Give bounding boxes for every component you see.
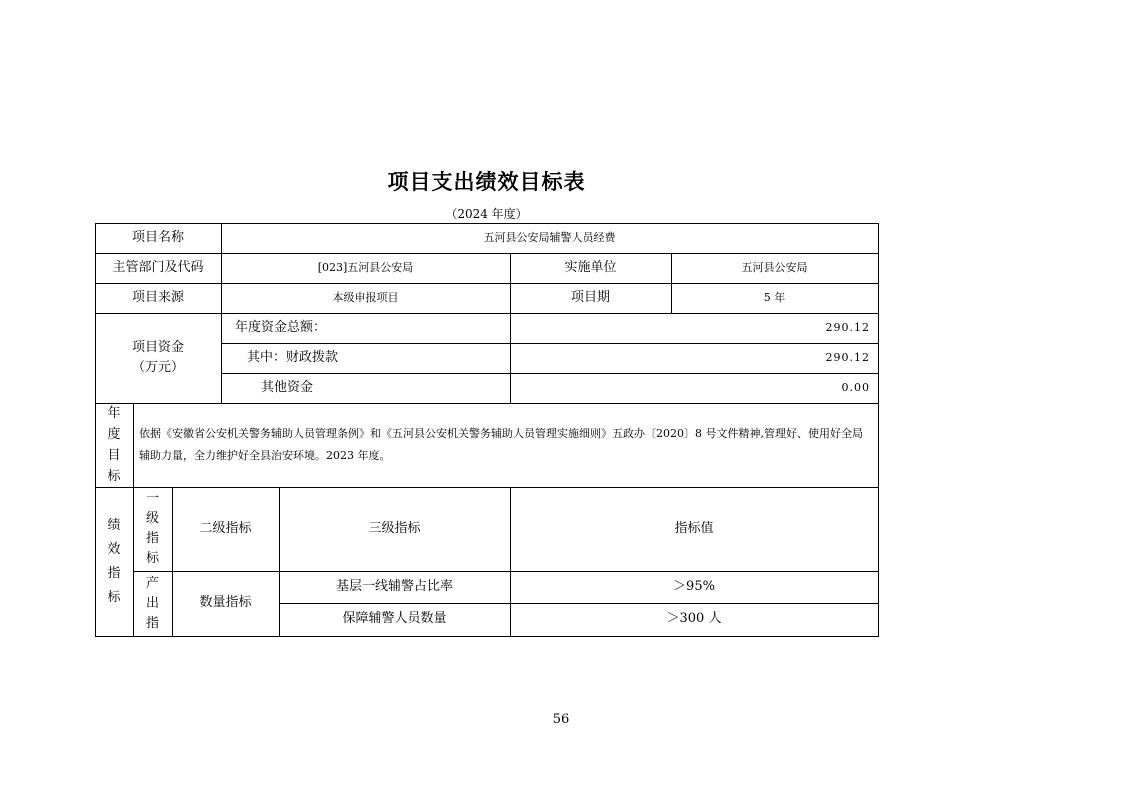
level1-char: 标 [145,551,159,566]
project-name-label: 项目名称 [131,229,184,245]
source-label: 项目来源 [131,289,184,305]
level2-header: 二级指标 [199,520,252,536]
total-funds-label: 年度资金总额： [235,319,327,335]
dept-label: 主管部门及代码 [112,259,204,275]
other-funds-label: 其他资金 [261,379,314,395]
indicator-value: ＞300 人 [666,611,722,627]
level1-char: 级 [145,511,159,526]
page-number: 56 [552,712,570,727]
output-char: 指 [145,615,159,631]
goal-char: 标 [107,469,121,484]
funds-label-line1: 项目资金 [131,340,184,355]
period-label: 项目期 [570,289,610,305]
value-header: 指标值 [674,520,714,536]
project-name-value: 五河县公安局辅警人员经费 [483,230,616,244]
source-value: 本级申报项目 [332,290,399,304]
level1-char: 指 [145,531,159,546]
level1-output [133,571,172,636]
output-char: 出 [145,595,159,611]
indicator-value: ＞95% [673,578,715,594]
goal-char: 目 [107,448,121,463]
goal-char: 度 [107,427,121,442]
total-funds-value: 290.12 [825,320,870,334]
dept-value: [023]五河县公安局 [317,260,414,274]
impl-value: 五河县公安局 [741,260,808,274]
output-char: 产 [145,575,159,591]
fiscal-funds-label: 其中：财政拨款 [247,349,339,365]
other-funds-value: 0.00 [841,380,870,394]
indicator-name: 基层一线辅警占比率 [335,578,453,594]
perf-char: 指 [107,565,121,581]
level3-header: 三级指标 [368,520,421,536]
year-subtitle: （2024 年度） [445,207,528,221]
level1-char: 一 [145,491,159,506]
annual-goal-text: 依据《安徽省公安机关警务辅助人员管理条例》和《五河县公安机关警务辅助人员管理实施细则》五政办〔2020〕8 号文件精神,管理好、使用好全局辅助力量，全力维护好全县治安环境。2023 年度。 [139,427,863,462]
perf-char: 绩 [107,517,121,533]
performance-label [95,487,133,636]
impl-label: 实施单位 [564,259,617,275]
goal-char: 年 [107,406,121,421]
level2-quantity: 数量指标 [199,595,252,611]
page-title: 项目支出绩效目标表 [387,169,586,194]
perf-char: 效 [107,541,121,557]
indicator-name: 保障辅警人员数量 [342,611,447,627]
period-value: 5 年 [763,290,786,304]
fiscal-funds-value: 290.12 [825,350,870,364]
perf-char: 标 [107,589,121,605]
annual-goal-label [95,403,133,487]
funds-label-line2: （万元） [131,360,184,375]
funds-label [95,313,221,403]
level1-header [133,487,172,571]
